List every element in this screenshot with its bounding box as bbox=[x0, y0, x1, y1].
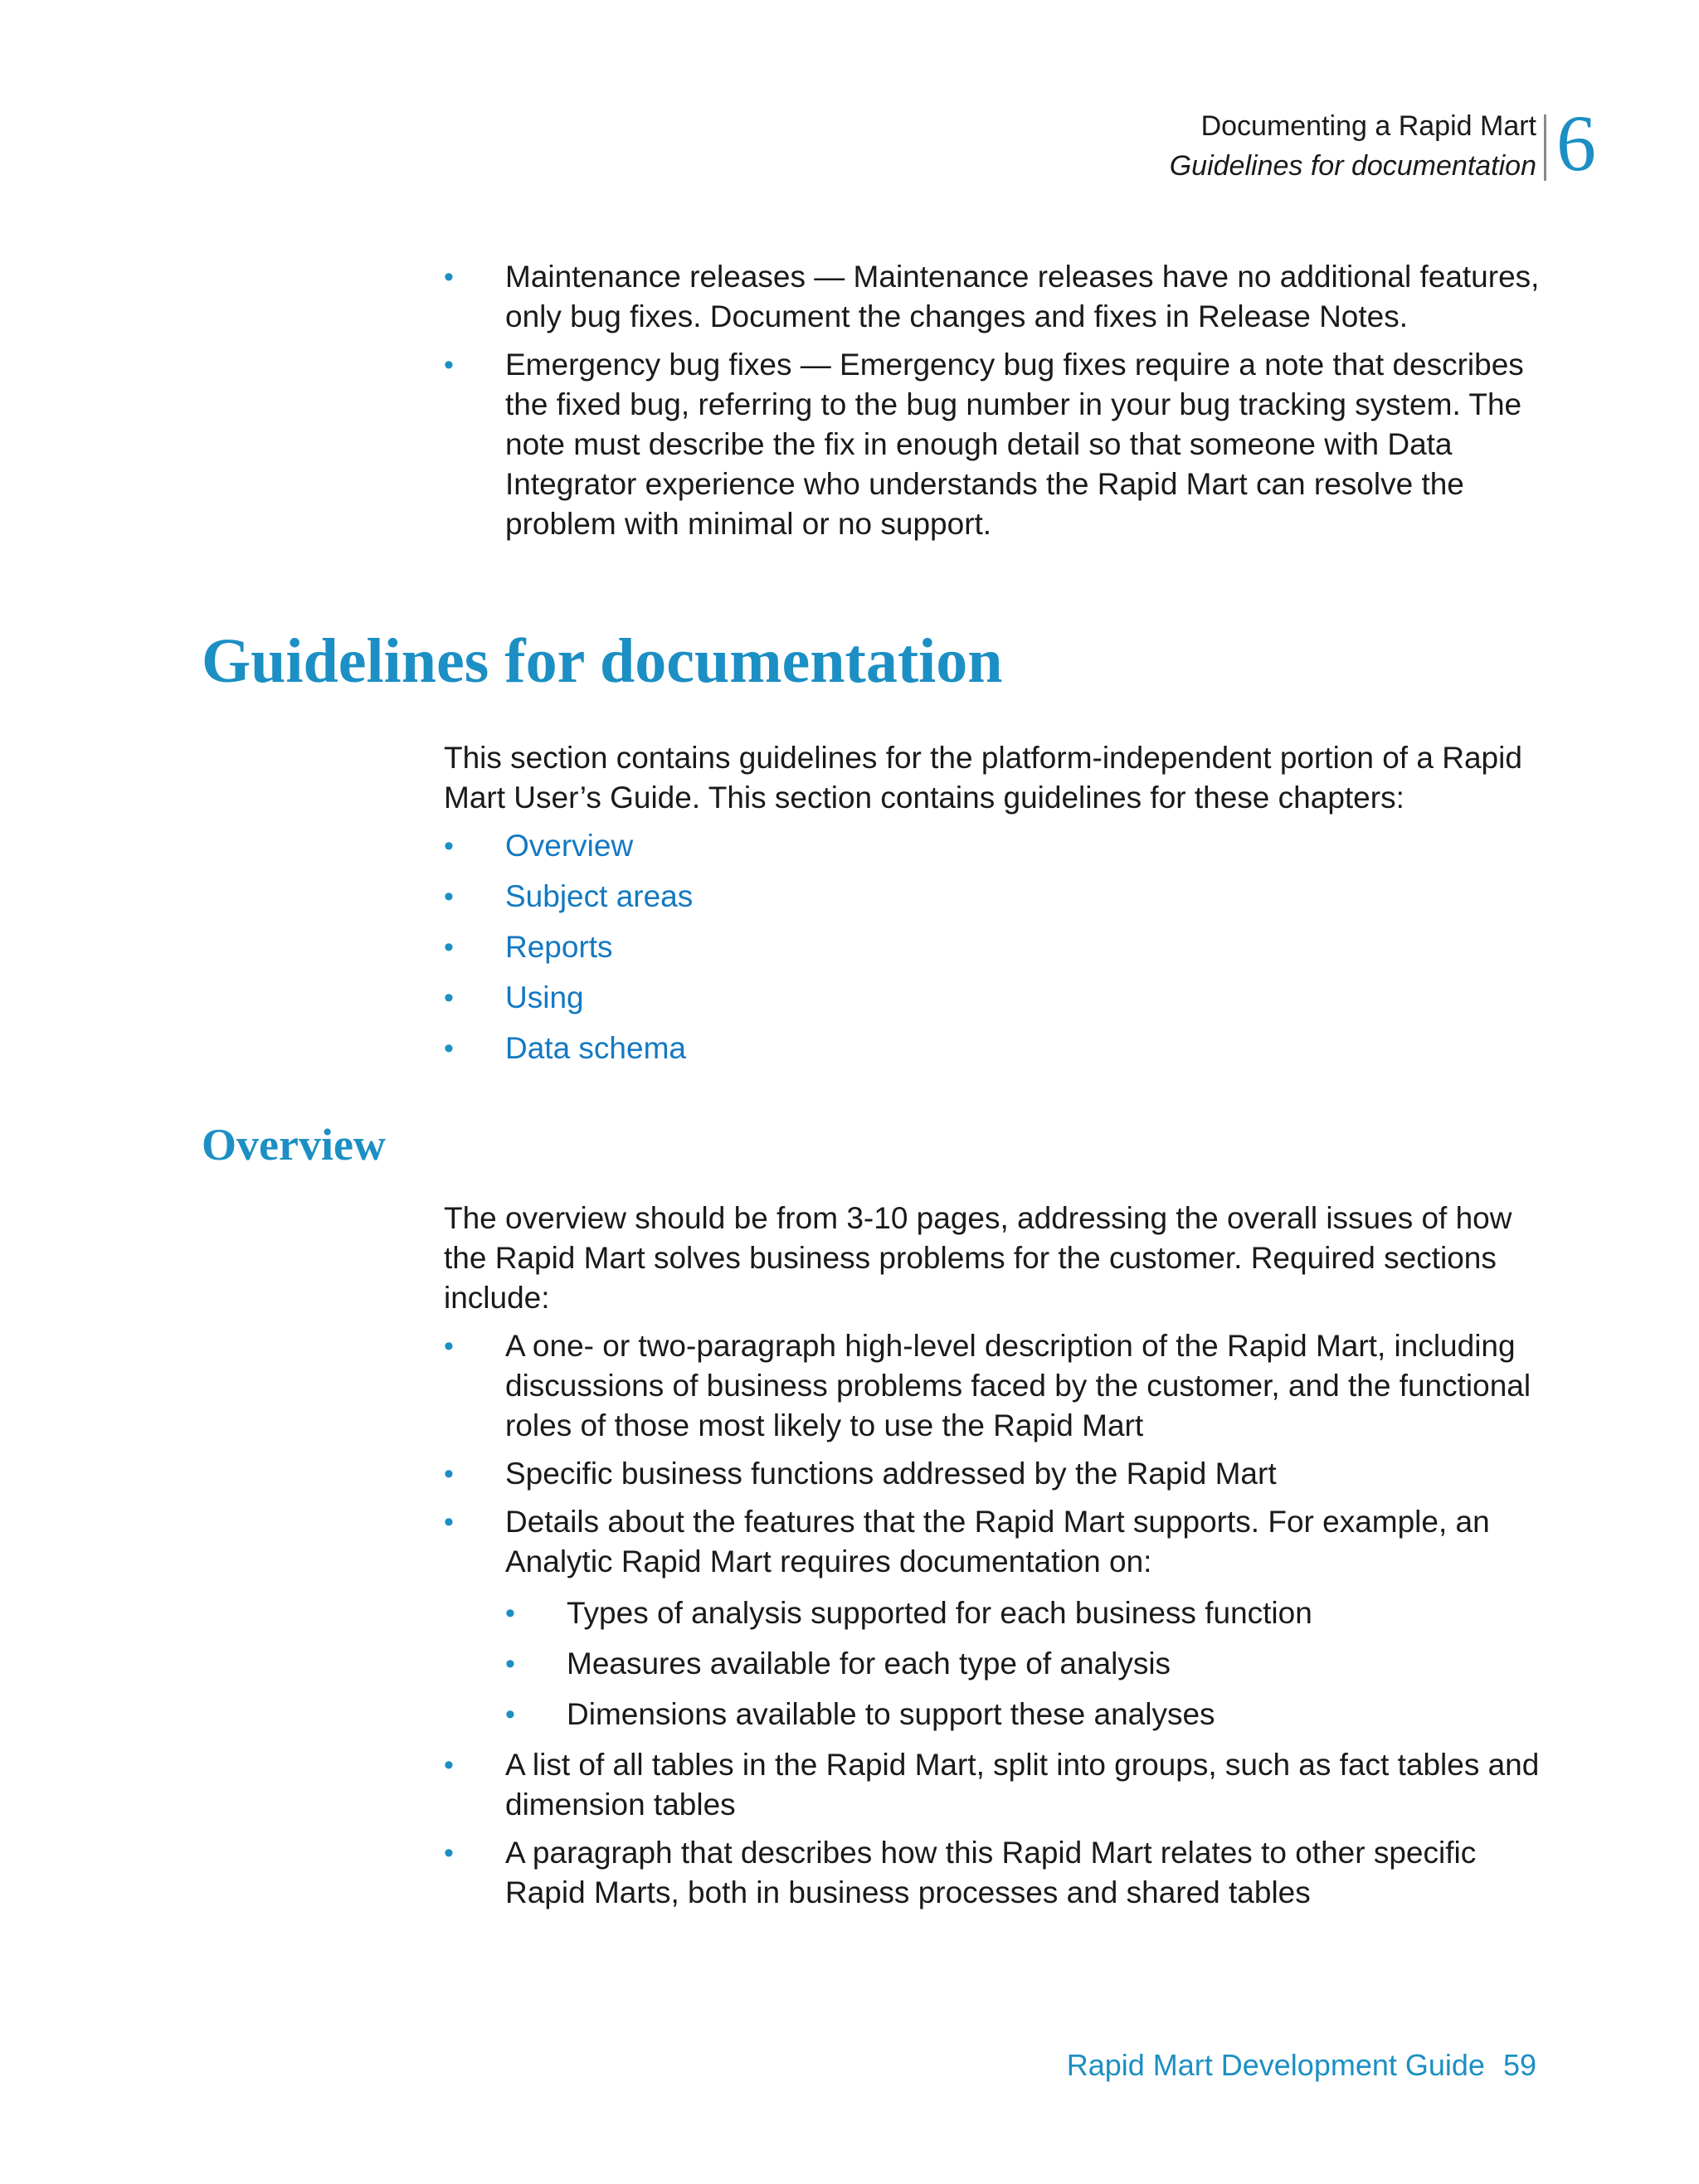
chapter-number: 6 bbox=[1556, 99, 1596, 187]
bullet-icon: • bbox=[505, 1598, 515, 1629]
bullet-icon: • bbox=[444, 349, 454, 381]
page-footer bbox=[1067, 2045, 1536, 2085]
sub-list-item bbox=[505, 1644, 1547, 1684]
list-item bbox=[444, 927, 1547, 967]
bullet-icon: • bbox=[444, 261, 454, 293]
bullet-icon: • bbox=[444, 931, 454, 963]
list-item bbox=[444, 826, 1547, 866]
header-divider bbox=[1544, 114, 1546, 181]
list-item-text: A list of all tables in the Rapid Mart, split into groups, such as fact tables and dimension tables bbox=[505, 1748, 1540, 1822]
bullet-icon: • bbox=[444, 830, 454, 862]
bullet-icon: • bbox=[444, 1033, 454, 1064]
bullet-icon: • bbox=[444, 1458, 454, 1490]
bullet-icon: • bbox=[444, 1330, 454, 1362]
guidelines-intro: This section contains guidelines for the platform-independent portion of a Rapid Mart User’s Guide. This section contains guidelines for these chapters: bbox=[444, 741, 1522, 815]
overview-requirements-list bbox=[444, 1326, 1547, 1913]
chapter-links-list bbox=[444, 826, 1547, 1068]
bullet-icon: • bbox=[505, 1699, 515, 1730]
guide-title: Rapid Mart Development Guide bbox=[1066, 2048, 1485, 2082]
list-item bbox=[444, 1029, 1547, 1068]
list-item bbox=[444, 1745, 1547, 1825]
release-types-list bbox=[444, 257, 1547, 544]
release-types-list-block bbox=[444, 257, 1547, 552]
link-overview[interactable]: Overview bbox=[505, 829, 634, 863]
bullet-icon: • bbox=[444, 982, 454, 1014]
list-item bbox=[444, 1326, 1547, 1446]
bullet-icon: • bbox=[444, 1506, 454, 1538]
link-data-schema[interactable]: Data schema bbox=[505, 1031, 686, 1065]
bullet-icon: • bbox=[444, 1837, 454, 1869]
list-item-text: A paragraph that describes how this Rapid Mart relates to other specific Rapid Marts, both in business processes and shared tables bbox=[505, 1836, 1477, 1909]
list-item bbox=[444, 1454, 1547, 1494]
sub-list-item bbox=[505, 1695, 1547, 1734]
list-item bbox=[444, 978, 1547, 1018]
sub-list-item-text: Measures available for each type of analysis bbox=[567, 1647, 1171, 1681]
page-number: 59 bbox=[1502, 2048, 1536, 2082]
link-using[interactable]: Using bbox=[505, 980, 584, 1014]
list-item bbox=[444, 1833, 1547, 1913]
section-title: Guidelines for documentation bbox=[1169, 150, 1536, 182]
subsection-heading: Overview bbox=[202, 1120, 386, 1170]
overview-body bbox=[444, 1199, 1547, 1921]
overview-intro: The overview should be from 3-10 pages, addressing the overall issues of how the Rapid Mart solves business problems for the customer. Required sections include: bbox=[444, 1201, 1512, 1315]
list-item bbox=[444, 345, 1547, 544]
list-item-text: Details about the features that the Rapid Mart supports. For example, an Analytic Rapid Mart requires documentation on: bbox=[505, 1505, 1490, 1578]
section-heading: Guidelines for documentation bbox=[202, 626, 1003, 696]
bullet-icon: • bbox=[444, 1749, 454, 1781]
list-item-text: Emergency bug fixes — Emergency bug fixes require a note that describes the fixed bug, referring to the bug number in your bug tracking system. The note must describe the fix in enough detail so that someone with Data Integrator experience who understands the Rapid Mart can resolve the problem with minimal or no support. bbox=[505, 348, 1524, 541]
bullet-icon: • bbox=[444, 881, 454, 912]
running-header bbox=[1170, 106, 1536, 186]
chapter-title: Documenting a Rapid Mart bbox=[1200, 110, 1536, 142]
analysis-features-list bbox=[505, 1593, 1547, 1734]
sub-list-item bbox=[505, 1593, 1547, 1633]
list-item bbox=[444, 877, 1547, 917]
sub-list-item-text: Dimensions available to support these analyses bbox=[567, 1697, 1215, 1731]
bullet-icon: • bbox=[505, 1648, 515, 1680]
list-item-text: Maintenance releases — Maintenance releases have no additional features, only bug fixes. Document the changes and fixes in Release Notes. bbox=[505, 260, 1540, 333]
list-item-text: A one- or two-paragraph high-level description of the Rapid Mart, including discussions of business problems faced by the customer, and the functional roles of those most likely to use the Rapid Mart bbox=[505, 1329, 1531, 1442]
sub-list-item-text: Types of analysis supported for each business function bbox=[567, 1596, 1312, 1630]
list-item-text: Specific business functions addressed by the Rapid Mart bbox=[505, 1457, 1277, 1491]
link-subject-areas[interactable]: Subject areas bbox=[505, 879, 694, 913]
guidelines-body bbox=[444, 738, 1547, 1079]
list-item bbox=[444, 257, 1547, 337]
link-reports[interactable]: Reports bbox=[505, 930, 613, 964]
list-item bbox=[444, 1502, 1547, 1734]
